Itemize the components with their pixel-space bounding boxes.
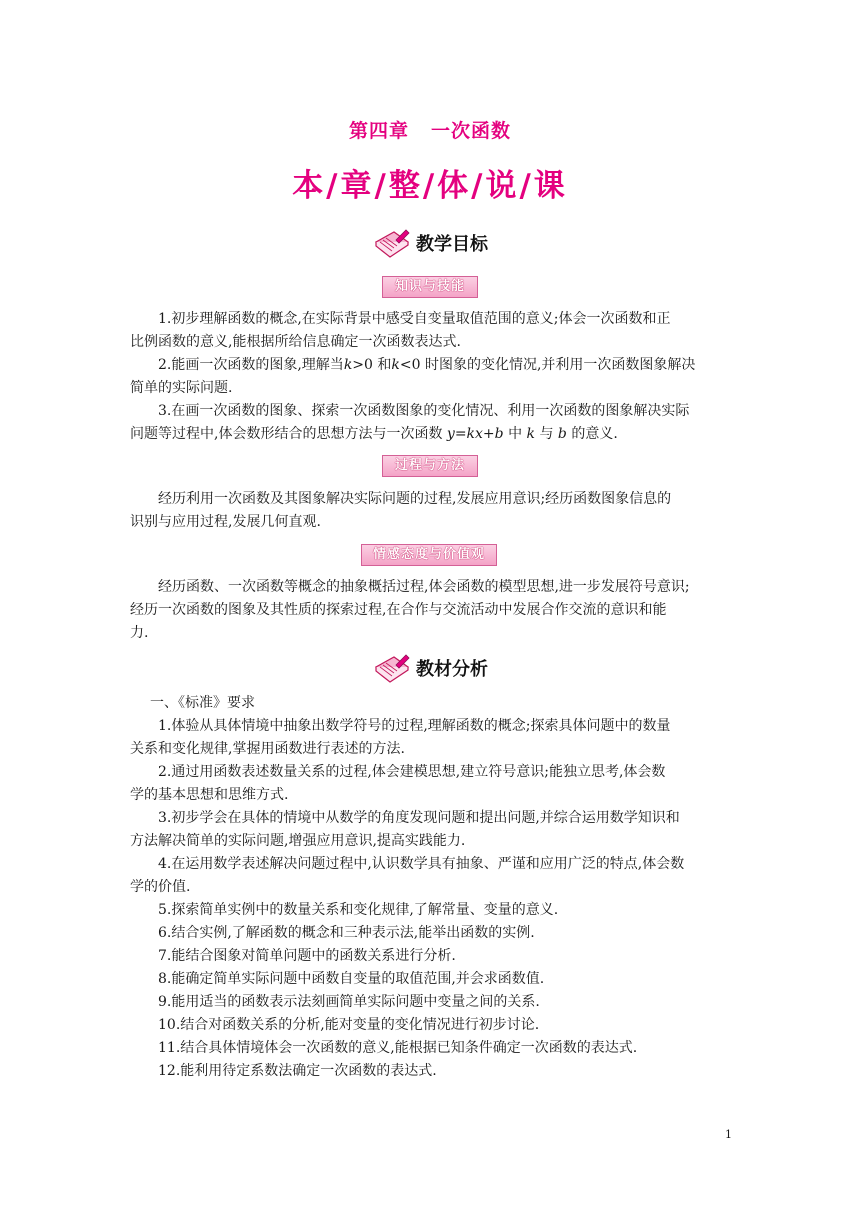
text-segment: 问题等过程中,体会数形结合的思想方法与一次函数 xyxy=(130,426,443,442)
text-line xyxy=(130,423,740,446)
text-segment: 2.能画一次函数的图象,理解当 xyxy=(158,357,344,373)
subsection-heading: 一、《标准》要求 xyxy=(150,695,255,711)
book-pen-icon xyxy=(372,653,412,683)
math-variable: k xyxy=(391,357,400,373)
text-line: 经历一次函数的图象及其性质的探索过程,在合作与交流活动中发展合作交流的意识和能 xyxy=(130,602,667,618)
text-line: 3.在画一次函数的图象、探索一次函数图象的变化情况、利用一次函数的图象解决实际 xyxy=(158,403,690,419)
text-line: 2.通过用函数表述数量关系的过程,体会建模思想,建立符号意识;能独立思考,体会数 xyxy=(158,764,666,780)
text-line xyxy=(158,354,740,377)
text-line: 10.结合对函数关系的分析,能对变量的变化情况进行初步讨论. xyxy=(158,1017,540,1033)
text-line: 8.能确定简单实际问题中函数自变量的取值范围,并会求函数值. xyxy=(158,971,545,987)
text-line: 简单的实际问题. xyxy=(130,380,233,396)
text-line: 9.能用适当的函数表示法刻画简单实际问题中变量之间的关系. xyxy=(158,994,540,1010)
chapter-name: 一次函数 xyxy=(431,120,512,142)
book-pen-icon xyxy=(372,228,412,258)
text-segment: 的意义. xyxy=(571,426,618,442)
page-title: 本/章/整/体/说/课 xyxy=(292,168,568,204)
page-number: 1 xyxy=(725,1128,732,1141)
text-segment: 中 xyxy=(508,426,523,442)
text-line: 学的价值. xyxy=(130,879,191,895)
text-line: 比例函数的意义,能根据所给信息确定一次函数表达式. xyxy=(130,334,461,350)
math-equation: y=kx+b xyxy=(446,426,504,442)
text-line: 1.初步理解函数的概念,在实际背景中感受自变量取值范围的意义;体会一次函数和正 xyxy=(158,311,671,327)
text-line: 经历函数、一次函数等概念的抽象概括过程,体会函数的模型思想,进一步发展符号意识; xyxy=(158,579,690,595)
badge-emotion-values: 情感态度与价值观 xyxy=(361,544,497,566)
text-line: 3.初步学会在具体的情境中从数学的角度发现问题和提出问题,并综合运用数学知识和 xyxy=(158,810,680,826)
text-segment: >0 和 xyxy=(352,357,392,373)
chapter-number: 第四章 xyxy=(348,120,409,142)
text-line: 经历利用一次函数及其图象解决实际问题的过程,发展应用意识;经历函数图象信息的 xyxy=(158,491,672,507)
badge-process-method: 过程与方法 xyxy=(382,455,478,477)
text-line: 6.结合实例,了解函数的概念和三种表示法,能举出函数的实例. xyxy=(158,925,535,941)
text-line: 11.结合具体情境体会一次函数的意义,能根据已知条件确定一次函数的表达式. xyxy=(158,1040,638,1056)
section-heading-material-analysis xyxy=(0,653,860,683)
text-segment: <0 时图象的变化情况,并利用一次函数图象解决 xyxy=(399,357,696,373)
badge-knowledge-skills: 知识与技能 xyxy=(382,276,478,298)
section-label: 教材分析 xyxy=(416,659,488,680)
text-line: 学的基本思想和思维方式. xyxy=(130,787,289,803)
chapter-title xyxy=(0,116,860,143)
section-heading-teaching-goals xyxy=(0,228,860,258)
math-variable: k xyxy=(343,357,353,373)
text-line: 1.体验从具体情境中抽象出数学符号的过程,理解函数的概念;探索具体问题中的数量 xyxy=(158,718,671,734)
text-line: 关系和变化规律,掌握用函数进行表述的方法. xyxy=(130,741,405,757)
text-segment: 与 xyxy=(539,426,554,442)
text-line: 12.能利用待定系数法确定一次函数的表达式. xyxy=(158,1063,437,1079)
math-variable: k xyxy=(526,426,536,442)
text-line: 方法解决简单的实际问题,增强应用意识,提高实践能力. xyxy=(130,833,466,849)
math-variable: b xyxy=(557,426,567,442)
text-line: 5.探索简单实例中的数量关系和变化规律,了解常量、变量的意义. xyxy=(158,902,559,918)
section-label: 教学目标 xyxy=(416,234,488,255)
text-line: 4.在运用数学表述解决问题过程中,认识数学具有抽象、严谨和应用广泛的特点,体会数 xyxy=(158,856,685,872)
text-line: 7.能结合图象对简单问题中的函数关系进行分析. xyxy=(158,948,456,964)
text-line: 力. xyxy=(130,625,149,641)
text-line: 识别与应用过程,发展几何直观. xyxy=(130,514,321,530)
